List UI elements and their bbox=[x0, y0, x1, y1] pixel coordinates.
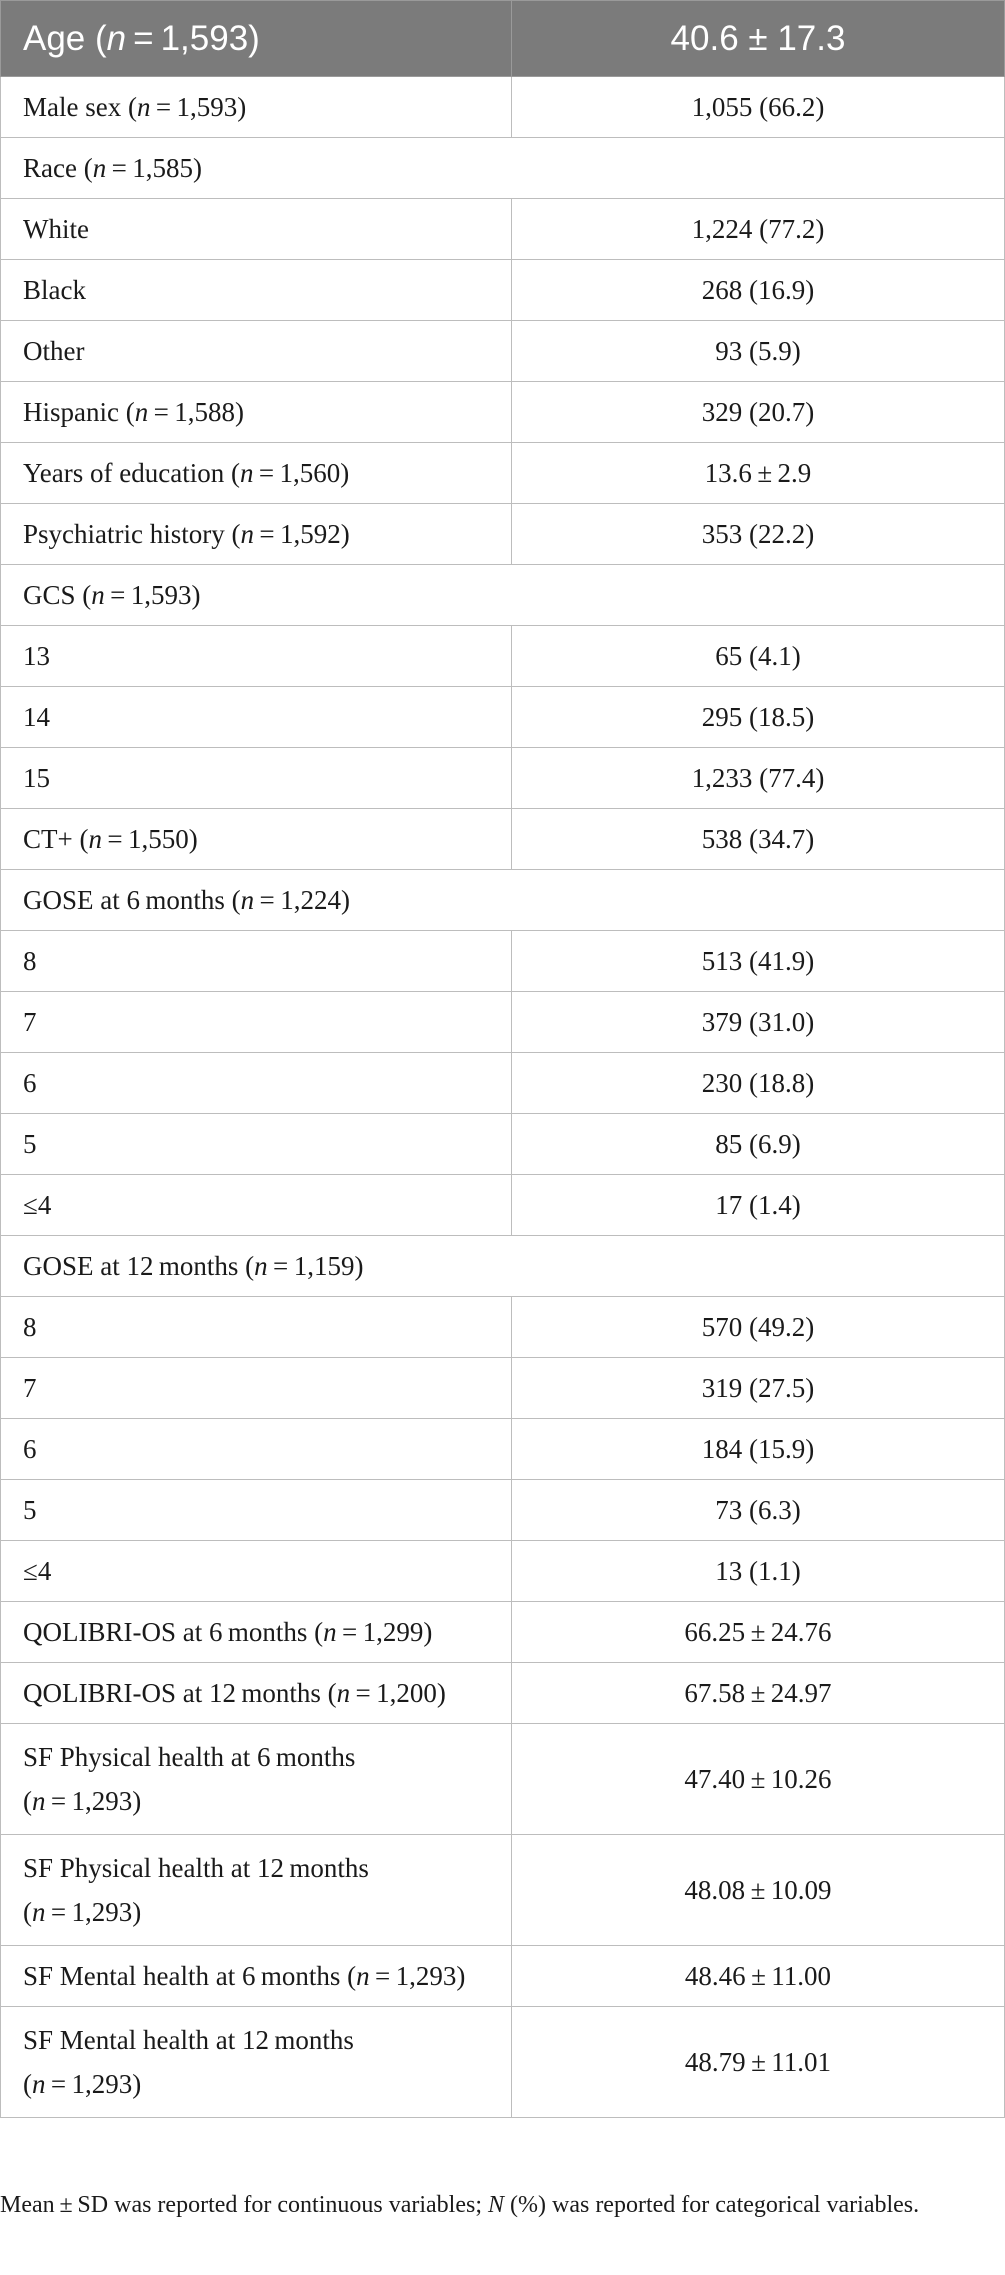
row-label: 6 bbox=[1, 1419, 512, 1480]
table-row bbox=[1, 687, 1005, 748]
row-label: 14 bbox=[1, 687, 512, 748]
row-label: 5 bbox=[1, 1114, 512, 1175]
table-row bbox=[1, 443, 1005, 504]
row-value: 570 (49.2) bbox=[512, 1297, 1005, 1358]
row-value: 1,055 (66.2) bbox=[512, 77, 1005, 138]
row-label: SF Physical health at 6 months (n = 1,293) bbox=[1, 1724, 512, 1835]
table-row bbox=[1, 809, 1005, 870]
row-label: CT+ (n = 1,550) bbox=[1, 809, 512, 870]
row-value: 67.58 ± 24.97 bbox=[512, 1663, 1005, 1724]
row-value: 353 (22.2) bbox=[512, 504, 1005, 565]
table-row bbox=[1, 992, 1005, 1053]
row-label: Psychiatric history (n = 1,592) bbox=[1, 504, 512, 565]
row-value: 295 (18.5) bbox=[512, 687, 1005, 748]
table-row bbox=[1, 931, 1005, 992]
table-row bbox=[1, 1236, 1005, 1297]
row-value: 319 (27.5) bbox=[512, 1358, 1005, 1419]
table-row bbox=[1, 382, 1005, 443]
row-value: 65 (4.1) bbox=[512, 626, 1005, 687]
row-value: 13.6 ± 2.9 bbox=[512, 443, 1005, 504]
table-row bbox=[1, 626, 1005, 687]
row-label: White bbox=[1, 199, 512, 260]
row-label: 7 bbox=[1, 992, 512, 1053]
row-label: 7 bbox=[1, 1358, 512, 1419]
row-value: 17 (1.4) bbox=[512, 1175, 1005, 1236]
table-row bbox=[1, 1946, 1005, 2007]
row-value: 47.40 ± 10.26 bbox=[512, 1724, 1005, 1835]
table-row bbox=[1, 260, 1005, 321]
row-value: 1,233 (77.4) bbox=[512, 748, 1005, 809]
row-label: Race (n = 1,585) bbox=[1, 138, 512, 199]
header-label: Age (n = 1,593) bbox=[1, 1, 512, 77]
row-label: Male sex (n = 1,593) bbox=[1, 77, 512, 138]
row-label: 13 bbox=[1, 626, 512, 687]
table-row bbox=[1, 1480, 1005, 1541]
row-value: 184 (15.9) bbox=[512, 1419, 1005, 1480]
row-value: 1,224 (77.2) bbox=[512, 199, 1005, 260]
row-value bbox=[512, 138, 1005, 199]
table-row bbox=[1, 1053, 1005, 1114]
row-label: Years of education (n = 1,560) bbox=[1, 443, 512, 504]
table-footnote: Mean ± SD was reported for continuous variables; N (%) was reported for categorical variables. bbox=[0, 2192, 920, 2218]
row-label: GCS (n = 1,593) bbox=[1, 565, 512, 626]
row-value: 48.46 ± 11.00 bbox=[512, 1946, 1005, 2007]
table-row bbox=[1, 1175, 1005, 1236]
table-row bbox=[1, 77, 1005, 138]
table-row bbox=[1, 2007, 1005, 2118]
table-row bbox=[1, 1602, 1005, 1663]
row-value: 66.25 ± 24.76 bbox=[512, 1602, 1005, 1663]
row-value: 48.79 ± 11.01 bbox=[512, 2007, 1005, 2118]
row-label: ≤4 bbox=[1, 1175, 512, 1236]
table-header-row bbox=[1, 1, 1005, 77]
table-body bbox=[1, 77, 1005, 2118]
row-value bbox=[512, 870, 1005, 931]
row-value: 379 (31.0) bbox=[512, 992, 1005, 1053]
row-label: ≤4 bbox=[1, 1541, 512, 1602]
header-value: 40.6 ± 17.3 bbox=[512, 1, 1005, 77]
row-label: QOLIBRI-OS at 6 months (n = 1,299) bbox=[1, 1602, 512, 1663]
row-value: 85 (6.9) bbox=[512, 1114, 1005, 1175]
row-value: 73 (6.3) bbox=[512, 1480, 1005, 1541]
table-row bbox=[1, 870, 1005, 931]
row-label: GOSE at 12 months (n = 1,159) bbox=[1, 1236, 512, 1297]
row-label: GOSE at 6 months (n = 1,224) bbox=[1, 870, 512, 931]
table-row bbox=[1, 504, 1005, 565]
row-value: 268 (16.9) bbox=[512, 260, 1005, 321]
row-label: Hispanic (n = 1,588) bbox=[1, 382, 512, 443]
row-value: 93 (5.9) bbox=[512, 321, 1005, 382]
table-row bbox=[1, 1114, 1005, 1175]
row-value bbox=[512, 565, 1005, 626]
row-label: SF Physical health at 12 months (n = 1,293) bbox=[1, 1835, 512, 1946]
table-row bbox=[1, 138, 1005, 199]
table-row bbox=[1, 1358, 1005, 1419]
table-row bbox=[1, 1419, 1005, 1480]
table-row bbox=[1, 1835, 1005, 1946]
row-label: 8 bbox=[1, 1297, 512, 1358]
table-row bbox=[1, 565, 1005, 626]
row-value bbox=[512, 1236, 1005, 1297]
table-row bbox=[1, 1541, 1005, 1602]
row-value: 230 (18.8) bbox=[512, 1053, 1005, 1114]
table-row bbox=[1, 199, 1005, 260]
row-label: SF Mental health at 6 months (n = 1,293) bbox=[1, 1946, 512, 2007]
table-row bbox=[1, 321, 1005, 382]
table-row bbox=[1, 748, 1005, 809]
row-value: 538 (34.7) bbox=[512, 809, 1005, 870]
row-label: Other bbox=[1, 321, 512, 382]
row-value: 48.08 ± 10.09 bbox=[512, 1835, 1005, 1946]
table-row bbox=[1, 1297, 1005, 1358]
row-value: 513 (41.9) bbox=[512, 931, 1005, 992]
row-label: SF Mental health at 12 months (n = 1,293) bbox=[1, 2007, 512, 2118]
row-label: 8 bbox=[1, 931, 512, 992]
row-label: Black bbox=[1, 260, 512, 321]
row-label: 5 bbox=[1, 1480, 512, 1541]
row-value: 13 (1.1) bbox=[512, 1541, 1005, 1602]
row-label: 6 bbox=[1, 1053, 512, 1114]
row-label: 15 bbox=[1, 748, 512, 809]
row-label: QOLIBRI-OS at 12 months (n = 1,200) bbox=[1, 1663, 512, 1724]
row-value: 329 (20.7) bbox=[512, 382, 1005, 443]
table-row bbox=[1, 1663, 1005, 1724]
table-row bbox=[1, 1724, 1005, 1835]
